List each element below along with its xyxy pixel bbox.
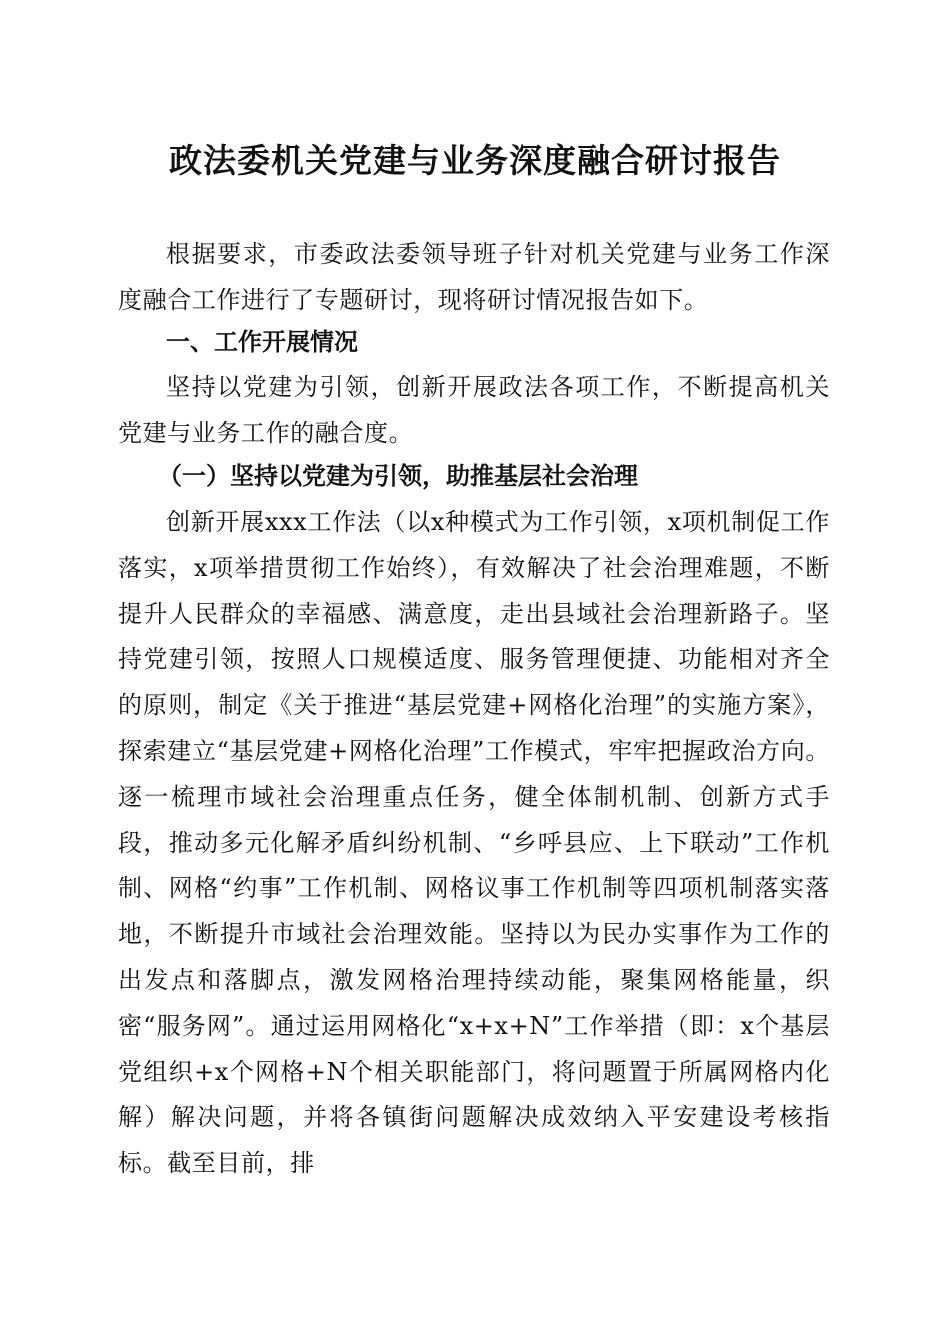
section-intro-paragraph: 坚持以党建为引领，创新开展政法各项工作，不断提高机关党建与业务工作的融合度。 [118, 373, 830, 447]
subsection-heading: （一）坚持以党建为引领，助推基层社会治理 [158, 461, 638, 490]
document-title: 政法委机关党建与业务深度融合研讨报告 [169, 141, 781, 180]
intro-paragraph: 根据要求，市委政法委领导班子针对机关党建与业务工作深度融合工作进行了专题研讨，现将研讨情况报告如下。 [118, 240, 830, 314]
subsection-body-paragraph: 创新开展xxx工作法（以x种模式为工作引领，x项机制促工作落实，x项举措贯彻工作始终），有效解决了社会治理难题，不断提升人民群众的幸福感、满意度，走出县域社会治理新路子。坚持党建引领，按照人口规模适度、服务管理便捷、功能相对齐全的原则，制定《关于推进“基层党建+网格化治理”的实施方案》，探索建立“基层党建+网格化治理”工作模式，牢牢把握政治方向。逐一梳理市域社会治理重点任务，健全体制机制、创新方式手段，推动多元化解矛盾纠纷机制、“乡呼县应、上下联动”工作机制、网格“约事”工作机制、网格议事工作机制等四项机制落实落地，不断提升市域社会治理效能。坚持以为民办实事作为工作的出发点和落脚点，激发网格治理持续动能，聚集网格能量，织密“服务网”。通过运用网格化“x+x+N”工作举措（即：x个基层党组织+x个网格+N个相关职能部门，将问题置于所属网格内化解）解决问题，并将各镇街问题解决成效纳入平安建设考核指标。截至目前，排 [118, 508, 830, 1178]
section-heading: 一、工作开展情况 [166, 328, 358, 356]
